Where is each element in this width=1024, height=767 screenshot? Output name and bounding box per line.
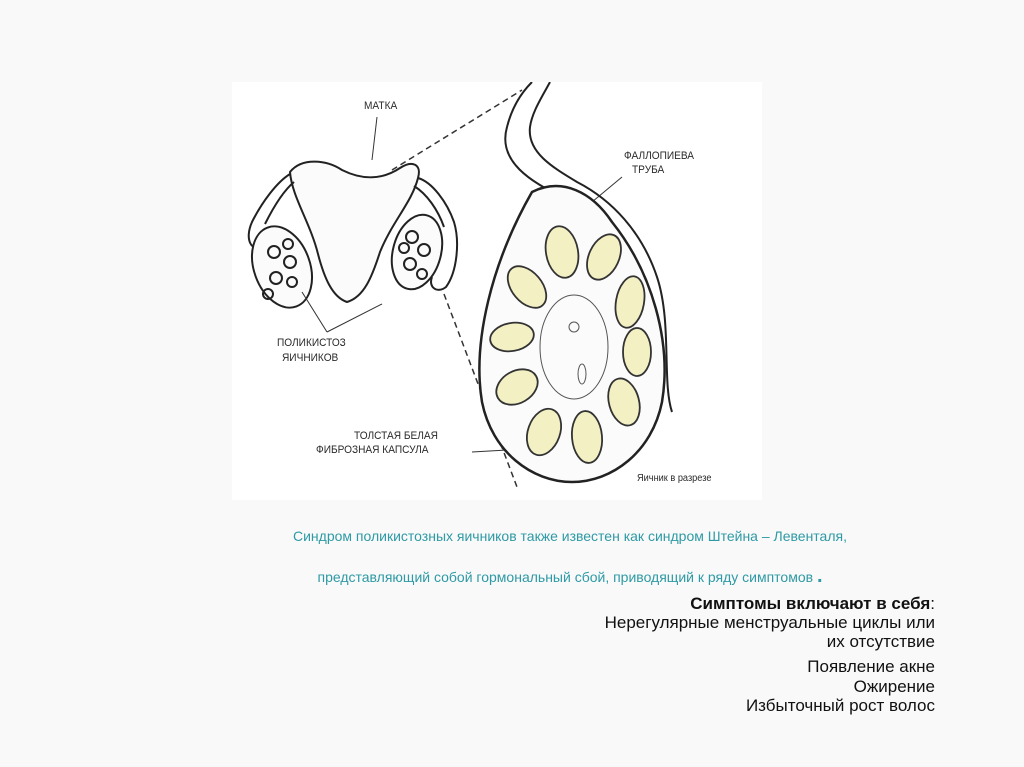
symptoms-heading-colon: : (930, 594, 935, 613)
ovary-diagram (232, 82, 762, 500)
label-pco-line2: ЯИЧНИКОВ (282, 352, 339, 364)
symptoms-heading (470, 594, 935, 613)
label-tube-line2: ТРУБА (632, 164, 665, 176)
label-uterus: МАТКА (364, 100, 398, 112)
label-capsule-line2: ФИБРОЗНАЯ КАПСУЛА (316, 444, 429, 456)
symptom-item: Избыточный рост волос (745, 696, 935, 715)
symptoms-heading-text: Симптомы включают в себя (690, 594, 931, 613)
symptom-item: Ожирение (853, 677, 935, 696)
caption-line2-end: . (816, 565, 823, 587)
caption-line1: Синдром поликистозных яичников также известен как синдром Штейна – Левенталя, (293, 528, 847, 544)
label-pco-line1: ПОЛИКИСТОЗ (277, 337, 346, 349)
symptom-item: Появление акне (807, 657, 935, 676)
label-capsule-line1: ТОЛСТАЯ БЕЛАЯ (354, 430, 438, 442)
caption-line2-text: представляющий собой гормональный сбой, приводящий к ряду симптомов (317, 569, 814, 585)
label-section: Яичник в разрезе (637, 473, 712, 484)
symptom-item: Нерегулярные менструальные циклы или (604, 613, 935, 632)
label-tube-line1: ФАЛЛОПИЕВА (624, 150, 695, 162)
caption-line2 (180, 565, 960, 588)
symptom-item: их отсутствие (826, 632, 935, 651)
ovary-illustration (232, 82, 762, 500)
